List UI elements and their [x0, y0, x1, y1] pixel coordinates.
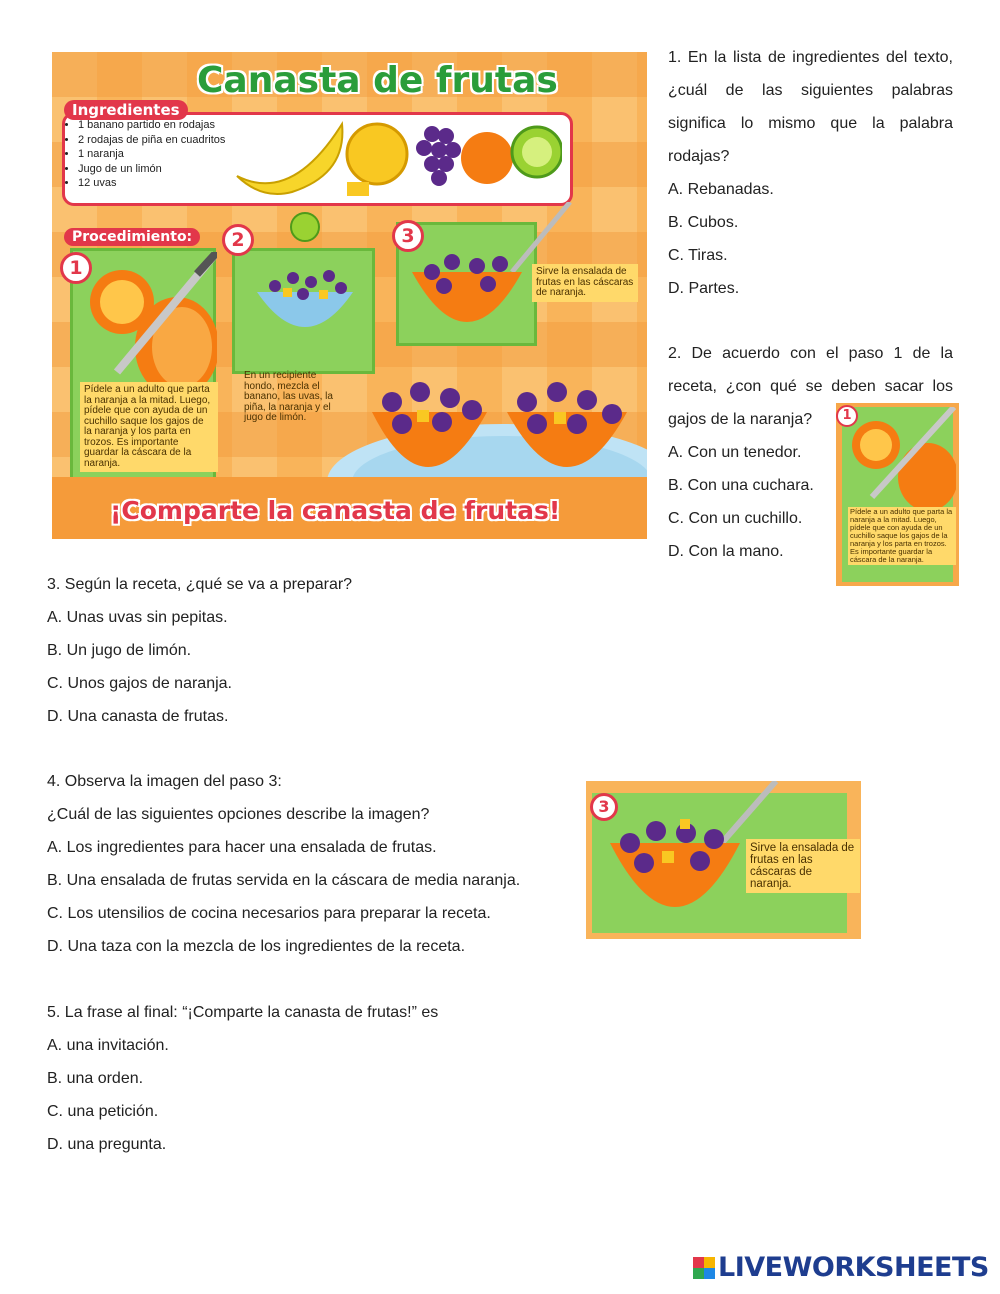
q5-option-b[interactable]: B. una orden. — [47, 1070, 144, 1087]
q4-option-b[interactable]: B. Una ensalada de frutas servida en la cáscara de media naranja. — [47, 872, 521, 889]
q5-option-c[interactable]: C. una petición. — [47, 1103, 159, 1120]
q1-line: 1. En la lista de ingredientes del texto, — [668, 49, 953, 66]
q1-option-b[interactable]: B. Cubos. — [668, 214, 739, 231]
crop-step3-note: Sirve la ensalada de frutas en las cáscaras de naranja. — [746, 839, 860, 893]
q2-option-c[interactable]: C. Con un cuchillo. — [668, 510, 803, 527]
q4-line: ¿Cuál de las siguientes opciones describe la imagen? — [47, 806, 430, 823]
q5-line: 5. La frase al final: “¡Comparte la canasta de frutas!” es — [47, 1004, 439, 1021]
q5-option-d[interactable]: D. una pregunta. — [47, 1136, 167, 1153]
q4-line: 4. Observa la imagen del paso 3: — [47, 773, 282, 790]
step2-number: 2 — [222, 224, 254, 256]
ingredient-item: • 1 banano partido en rodajas — [78, 118, 225, 133]
ingredient-item: • 12 uvas — [78, 176, 225, 191]
poster-footer: ¡Comparte la canasta de frutas! — [110, 496, 561, 525]
q2-line: 2. De acuerdo con el paso 1 de la — [668, 345, 953, 362]
q1-option-d[interactable]: D. Partes. — [668, 280, 740, 297]
q2-option-b[interactable]: B. Con una cuchara. — [668, 477, 814, 494]
step1-crop-image — [836, 403, 959, 586]
step2-illustration — [247, 212, 362, 362]
q1-option-a[interactable]: A. Rebanadas. — [668, 181, 774, 198]
logo-badge-icon — [693, 1257, 715, 1279]
poster-title: Canasta de frutas — [197, 60, 558, 101]
q5-option-a[interactable]: A. una invitación. — [47, 1037, 169, 1054]
q1-option-c[interactable]: C. Tiras. — [668, 247, 728, 264]
step2-note: En un recipiente hondo, mezcla el banano, las uvas, la piña, la naranja y el jugo de limón. — [244, 370, 333, 423]
procedure-label: Procedimiento: — [64, 228, 200, 246]
q1-line: rodajas? — [668, 148, 730, 165]
q3-option-c[interactable]: C. Unos gajos de naranja. — [47, 675, 232, 692]
q3-option-b[interactable]: B. Un jugo de limón. — [47, 642, 192, 659]
crop-step1-illustration — [846, 407, 956, 507]
step3-crop-image — [586, 781, 861, 939]
q1-line: ¿cuál de las siguientes palabras — [668, 82, 953, 99]
q2-line: gajos de la naranja? — [668, 411, 813, 428]
recipe-poster — [52, 52, 647, 539]
ingredients-label: Ingredientes — [64, 100, 188, 120]
step1-note: Pídele a un adulto que parta la naranja a la mitad. Luego, pídele que con ayuda de un cuchillo saque los gajos de la naranja y los parta en trozos. Es importante guardar la cáscara de la naranja. — [80, 382, 218, 472]
q1-line: significa lo mismo que la palabra — [668, 115, 953, 132]
crop-step3-number: 3 — [590, 793, 618, 821]
ingredients-illustration — [232, 114, 562, 200]
q3-line: 3. Según la receta, ¿qué se va a preparar? — [47, 576, 353, 593]
q3-option-d[interactable]: D. Una canasta de frutas. — [47, 708, 229, 725]
ingredient-item: • Jugo de un limón — [78, 162, 225, 177]
logo-text: LIVEWORKSHEETS — [718, 1252, 989, 1283]
q4-option-a[interactable]: A. Los ingredientes para hacer una ensalada de frutas. — [47, 839, 437, 856]
q3-option-a[interactable]: A. Unas uvas sin pepitas. — [47, 609, 228, 626]
ingredient-item: • 1 naranja — [78, 147, 225, 162]
ingredient-item: • 2 rodajas de piña en cuadritos — [78, 133, 225, 148]
crop-step1-note: Pídele a un adulto que parta la naranja a la mitad. Luego, pídele que con ayuda de un cuchillo saque los gajos de la naranja y los parta en trozos. Es importante guardar la cáscara de la naranja. — [848, 507, 956, 565]
q2-line: receta, ¿con qué se deben sacar los — [668, 378, 953, 395]
q4-option-d[interactable]: D. Una taza con la mezcla de los ingredientes de la receta. — [47, 938, 466, 955]
crop-step1-number: 1 — [836, 405, 858, 427]
step1-number: 1 — [60, 252, 92, 284]
q4-option-c[interactable]: C. Los utensilios de cocina necesarios para preparar la receta. — [47, 905, 491, 922]
q2-option-d[interactable]: D. Con la mano. — [668, 543, 784, 560]
step3-number: 3 — [392, 220, 424, 252]
step1-illustration — [77, 252, 217, 382]
ingredients-list — [60, 118, 225, 191]
q2-option-a[interactable]: A. Con un tenedor. — [668, 444, 802, 461]
step3-note: Sirve la ensalada de frutas en las cáscaras de naranja. — [532, 264, 638, 302]
